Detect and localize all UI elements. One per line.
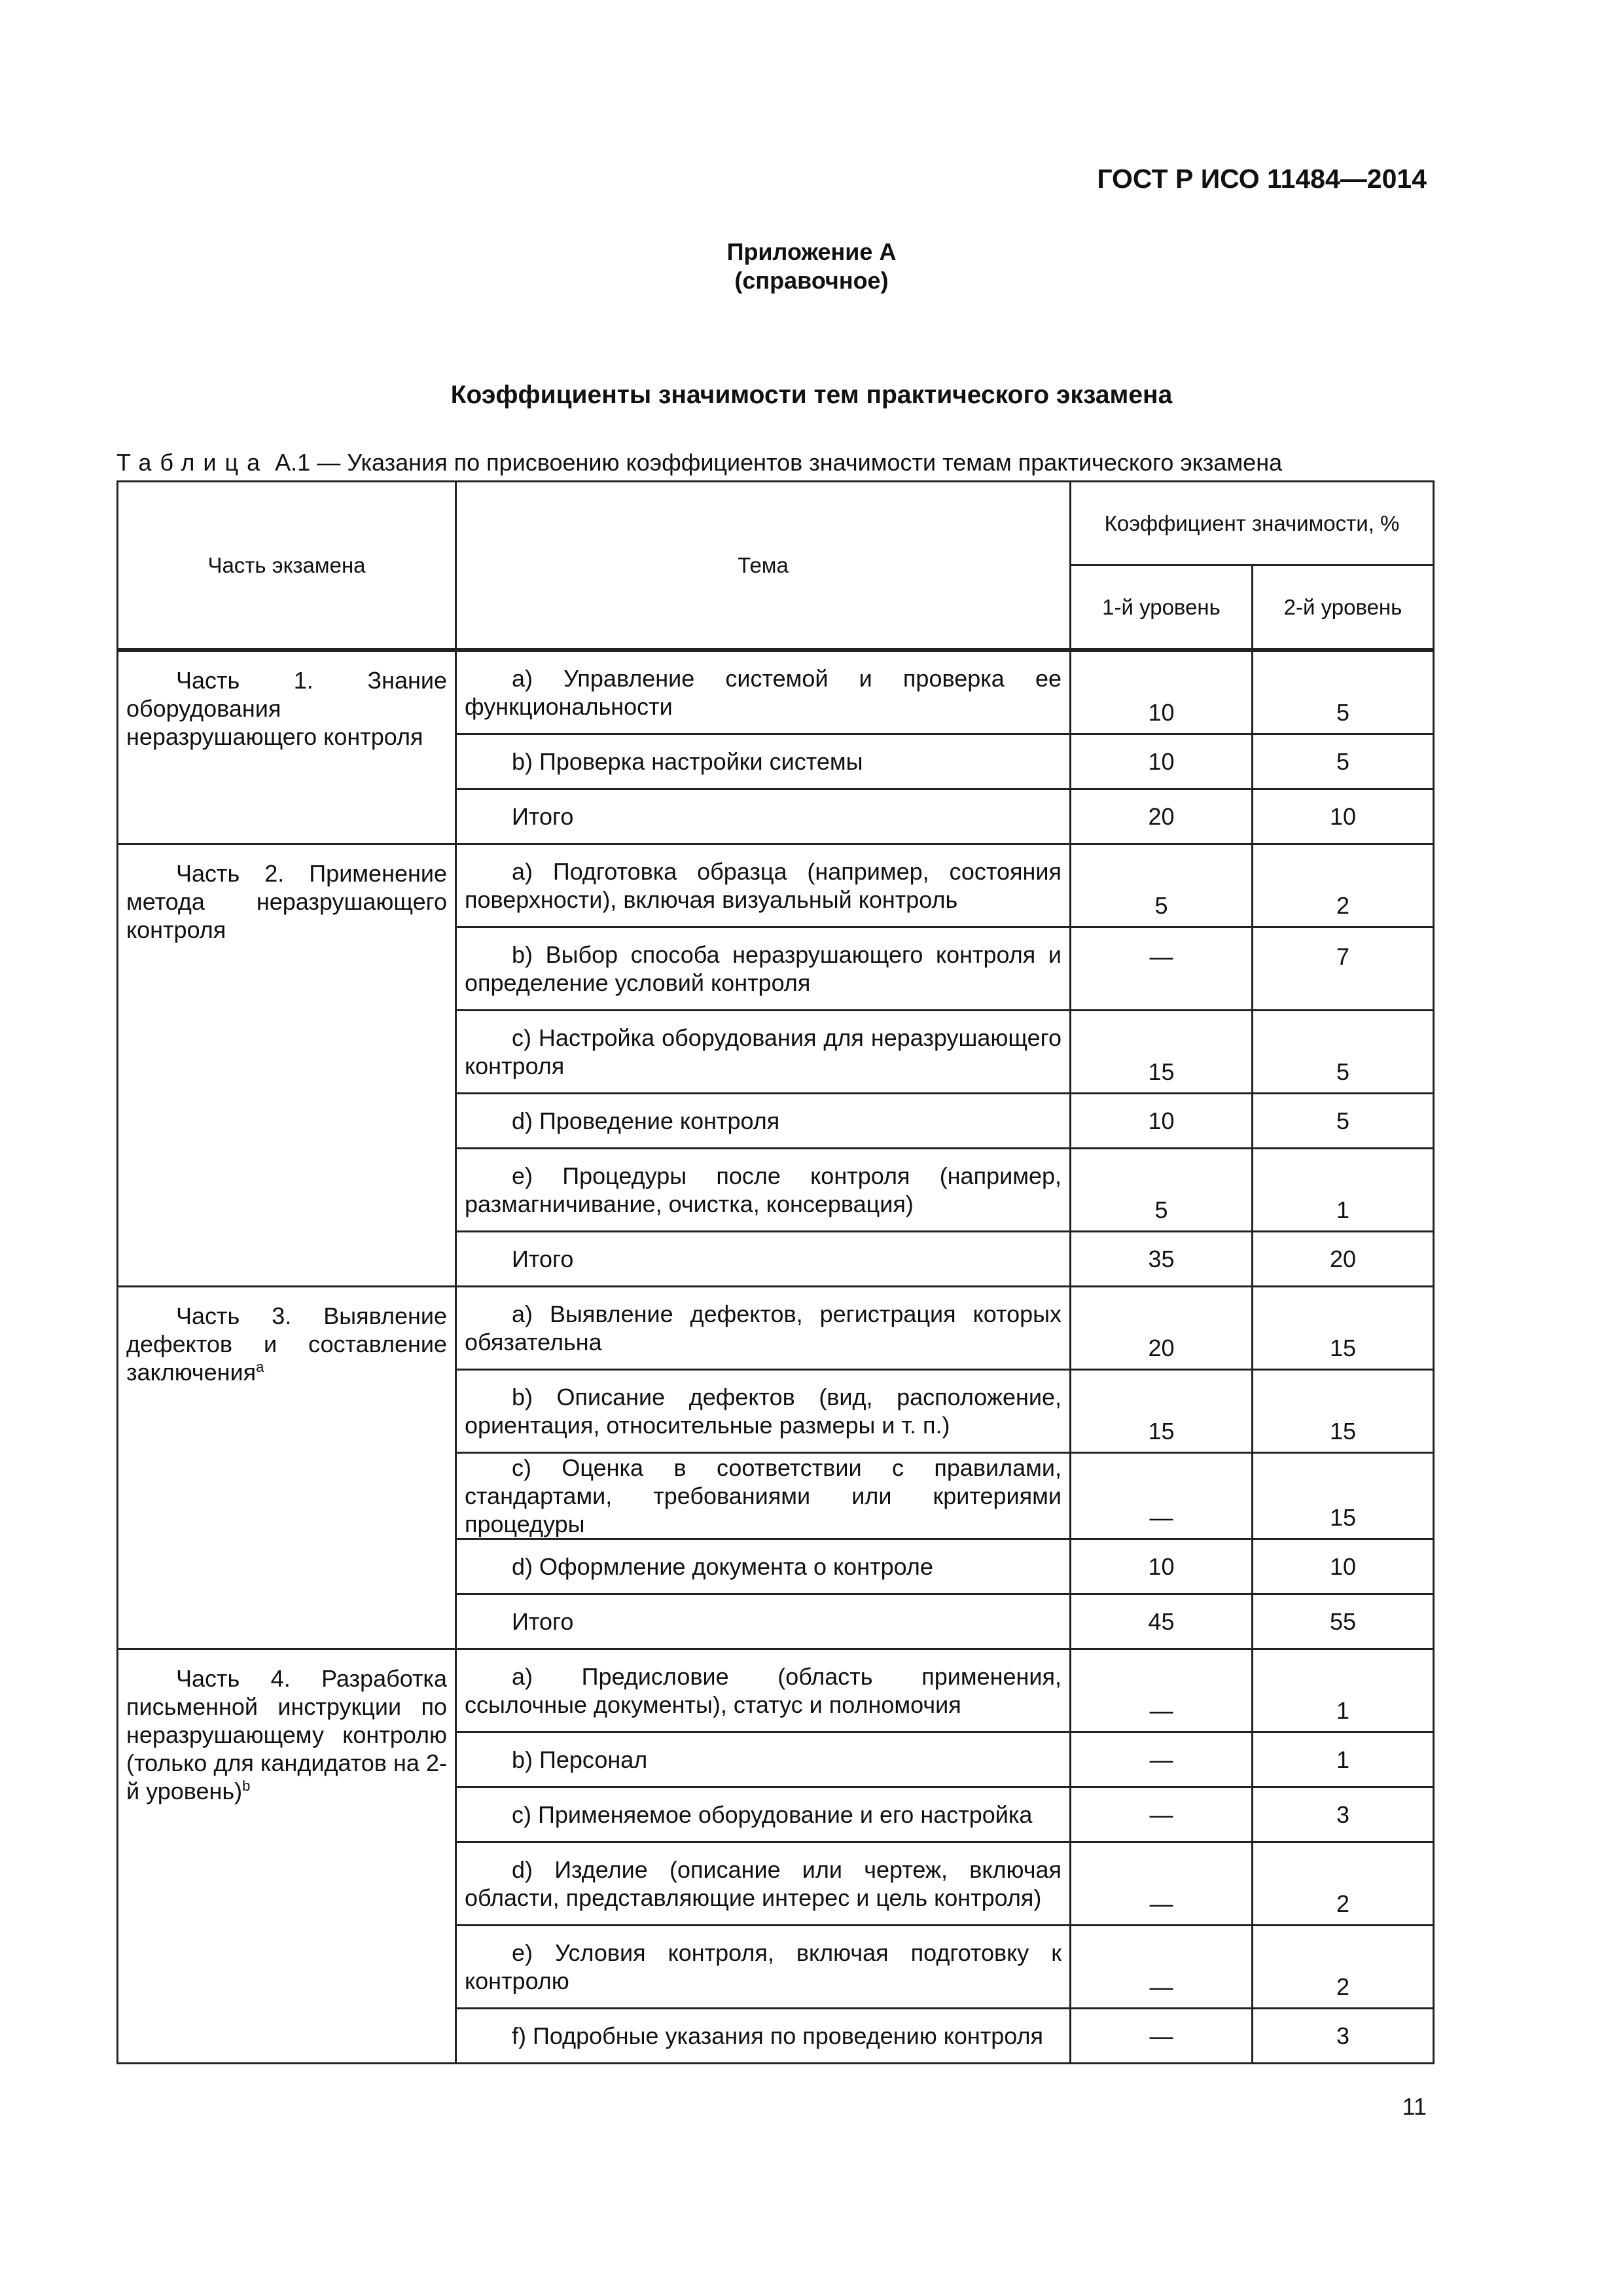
topic-cell: a) Подготовка образца (например, состояния поверхности), включая визуальный контроль (456, 844, 1071, 927)
level2-value: 3 (1253, 1787, 1434, 1842)
level1-value: — (1071, 1649, 1253, 1732)
level2-value: 10 (1253, 789, 1434, 844)
footnote-mark: a (256, 1359, 264, 1375)
header-topic: Тема (456, 482, 1071, 649)
topic-cell: c) Оценка в соответствии с правилами, стандартами, требованиями или критериями процедуры (456, 1453, 1071, 1539)
level1-value: — (1071, 1926, 1253, 2009)
level2-value: 2 (1253, 844, 1434, 927)
level2-value: 15 (1253, 1287, 1434, 1370)
topic-cell: c) Применяемое оборудование и его настройка (456, 1787, 1071, 1842)
level1-value: 15 (1071, 1370, 1253, 1453)
level1-value: 10 (1071, 651, 1253, 734)
table-row (118, 844, 1434, 927)
topic-cell: b) Персонал (456, 1732, 1071, 1787)
level2-value: 20 (1253, 1232, 1434, 1287)
standard-number: ГОСТ Р ИСО 11484—2014 (1097, 164, 1427, 194)
level1-value: 10 (1071, 1094, 1253, 1149)
level2-value: 2 (1253, 1926, 1434, 2009)
header-level-1: 1-й уровень (1071, 565, 1253, 649)
level2-value: 5 (1253, 651, 1434, 734)
topic-cell: b) Выбор способа неразрушающего контроля и определение условий контроля (456, 927, 1071, 1011)
table-caption-label: Таблица (116, 449, 269, 476)
table-caption (116, 449, 1282, 476)
level1-value: 10 (1071, 734, 1253, 789)
section-title: Коэффициенты значимости тем практического экзамена (450, 381, 1173, 409)
topic-cell: d) Изделие (описание или чертеж, включая области, представляющие интерес и цель контроля) (456, 1842, 1071, 1926)
part-2-name: Часть 2. Применение метода неразрушающего контроля (118, 844, 456, 1287)
level2-value: 3 (1253, 2009, 1434, 2064)
footnote-mark: b (242, 1778, 251, 1794)
level1-value: 10 (1071, 1539, 1253, 1594)
level1-value: 20 (1071, 1287, 1253, 1370)
part-3-name: Часть 3. Выявление дефектов и составление заключения$^a$ (118, 1287, 456, 1649)
appendix-subtitle: (справочное) (734, 267, 889, 294)
level2-value: 5 (1253, 1011, 1434, 1094)
table-row (118, 1287, 1434, 1370)
level1-value: 20 (1071, 789, 1253, 844)
level1-value: — (1071, 1732, 1253, 1787)
topic-cell: b) Проверка настройки системы (456, 734, 1071, 789)
level2-value: 10 (1253, 1539, 1434, 1594)
level2-value: 1 (1253, 1149, 1434, 1232)
level2-value: 55 (1253, 1594, 1434, 1649)
level1-value: 45 (1071, 1594, 1253, 1649)
topic-cell: b) Описание дефектов (вид, расположение, ориентация, относительные размеры и т. п.) (456, 1370, 1071, 1453)
level2-value: 15 (1253, 1370, 1434, 1453)
level1-value: — (1071, 1787, 1253, 1842)
level2-value: 2 (1253, 1842, 1434, 1926)
topic-cell: e) Условия контроля, включая подготовку к контролю (456, 1926, 1071, 2009)
topic-cell: e) Процедуры после контроля (например, размагничивание, очистка, консервация) (456, 1149, 1071, 1232)
level2-value: 1 (1253, 1649, 1434, 1732)
level1-value: — (1071, 1842, 1253, 1926)
level1-value: 35 (1071, 1232, 1253, 1287)
part-4-name: Часть 4. Разработка письменной инструкции по неразрушающему контролю (только для кандидатов на 2-й уровень)$^b$ (118, 1649, 456, 2064)
total-label: Итого (456, 1232, 1071, 1287)
level1-value: — (1071, 927, 1253, 1011)
header-level-2: 2-й уровень (1253, 565, 1434, 649)
level2-value: 15 (1253, 1453, 1434, 1539)
topic-cell: f) Подробные указания по проведению контроля (456, 2009, 1071, 2064)
total-label: Итого (456, 789, 1071, 844)
table-caption-text: А.1 — Указания по присвоению коэффициентов значимости темам практического экзамена (275, 449, 1283, 476)
table-row (118, 1649, 1434, 1732)
topic-cell: a) Выявление дефектов, регистрация которых обязательна (456, 1287, 1071, 1370)
total-label: Итого (456, 1594, 1071, 1649)
appendix-title: Приложение А (726, 238, 897, 265)
level1-value: — (1071, 1453, 1253, 1539)
level1-value: 15 (1071, 1011, 1253, 1094)
topic-cell: d) Проведение контроля (456, 1094, 1071, 1149)
part-1-name: Часть 1. Знание оборудования неразрушающего контроля (118, 651, 456, 844)
level1-value: — (1071, 2009, 1253, 2064)
header-part: Часть экзамена (118, 482, 456, 649)
level2-value: 7 (1253, 927, 1434, 1011)
level2-value: 5 (1253, 734, 1434, 789)
page-number: 11 (1402, 2093, 1427, 2120)
level1-value: 5 (1071, 1149, 1253, 1232)
header-coefficient: Коэффициент значимости, % (1071, 482, 1434, 565)
topic-cell: c) Настройка оборудования для неразрушающего контроля (456, 1011, 1071, 1094)
level2-value: 1 (1253, 1732, 1434, 1787)
coefficient-table (116, 480, 1435, 2064)
level1-value: 5 (1071, 844, 1253, 927)
table-row (118, 651, 1434, 734)
level2-value: 5 (1253, 1094, 1434, 1149)
topic-cell: d) Оформление документа о контроле (456, 1539, 1071, 1594)
topic-cell: a) Предисловие (область применения, ссылочные документы), статус и полномочия (456, 1649, 1071, 1732)
topic-cell: a) Управление системой и проверка ее функциональности (456, 651, 1071, 734)
